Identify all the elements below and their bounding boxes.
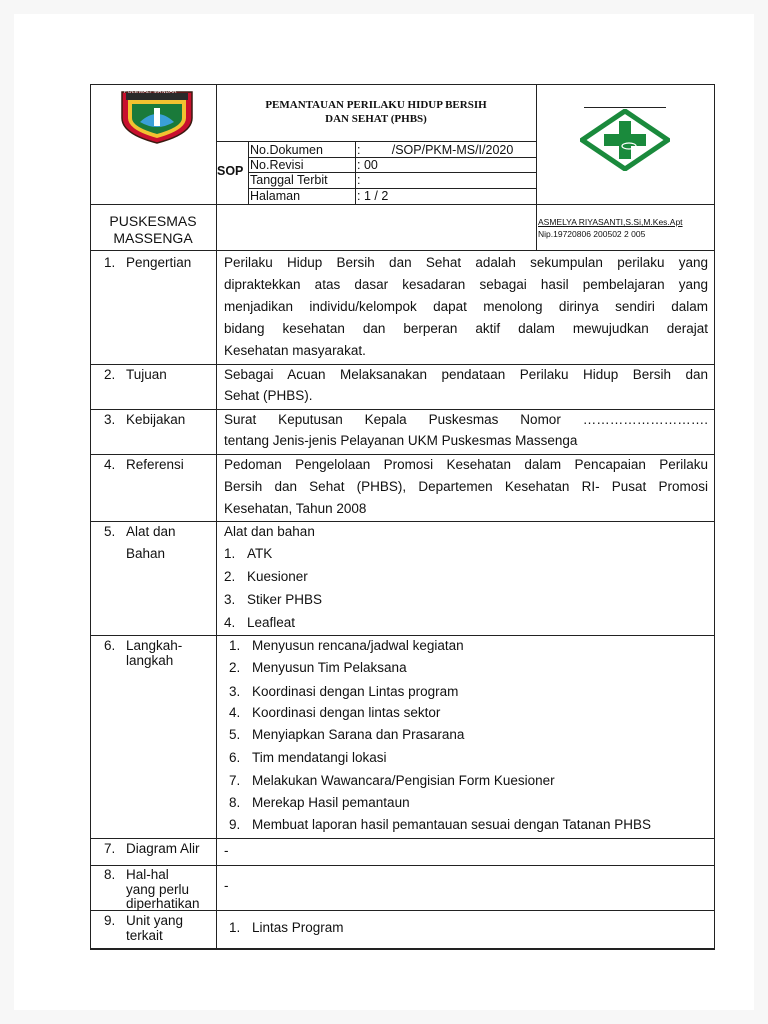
alat-intro: Alat dan bahan (224, 524, 315, 539)
puskesmas-name-line2: MASSENGA (113, 230, 193, 246)
row-label-unit-2: terkait (126, 928, 163, 943)
pengertian-text-line: Perilaku Hidup Bersih dan Sehat adalah sekumpulan perilaku yang (224, 255, 708, 270)
diagram-alir-value: - (224, 843, 229, 858)
row-divider-1 (90, 250, 715, 251)
field-value-halaman: : 1 / 2 (357, 189, 389, 203)
list-number: 4. (229, 705, 241, 720)
row-number: 1. (104, 255, 116, 270)
row-number: 9. (104, 913, 116, 928)
row-label-diagram-alir: Diagram Alir (126, 841, 200, 856)
list-item: Lintas Program (252, 920, 344, 935)
document-title-line1: PEMANTAUAN PERILAKU HIDUP BERSIH (265, 99, 487, 111)
list-number: 1. (229, 920, 241, 935)
row-number: 3. (104, 412, 116, 427)
pengertian-text-line: menjadikan individu/kelompok dapat menolong dirinya sendiri dalam (224, 299, 708, 314)
field-value-no-revisi: : 00 (357, 158, 378, 172)
header-divider (90, 204, 715, 205)
sop-table (90, 84, 715, 950)
halhal-value: - (224, 878, 229, 893)
row-label-kebijakan: Kebijakan (126, 412, 186, 427)
list-number: 2. (224, 569, 236, 584)
row-number: 5. (104, 524, 116, 539)
row-number: 8. (104, 867, 116, 882)
row-label-bahan: Bahan (126, 546, 166, 561)
sop-label: SOP (217, 164, 244, 178)
row-label-unit: Unit yang (126, 913, 184, 928)
row-divider-2 (90, 364, 715, 365)
list-number: 1. (229, 638, 241, 653)
pengertian-text-line: Kesehatan masyarakat. (224, 343, 366, 358)
border-bottom (90, 948, 715, 950)
kebijakan-text-line: Surat Keputusan Kepala Puskesmas Nomor ………………………. (224, 412, 708, 427)
regency-seal-icon (118, 88, 196, 144)
referensi-text-line: Kesehatan, Tahun 2008 (224, 501, 367, 516)
list-item: Menyusun Tim Pelaksana (252, 660, 407, 675)
list-number: 6. (229, 750, 241, 765)
row-divider-5 (90, 521, 715, 522)
field-label-tanggal-terbit: Tanggal Terbit (250, 173, 328, 187)
row-divider-3 (90, 409, 715, 410)
field-value-no-dokumen: : /SOP/PKM-MS/I/2020 (357, 143, 514, 157)
title-divider (216, 141, 536, 142)
list-item: Koordinasi dengan lintas sektor (252, 705, 441, 720)
puskesmas-name-line1: PUSKESMAS (109, 213, 197, 229)
row-label-langkah-2: langkah (126, 653, 174, 668)
border-right (714, 84, 715, 950)
signature-line (584, 107, 666, 108)
row-divider-4 (90, 454, 715, 455)
kebijakan-text-line: tentang Jenis-jenis Pelayanan UKM Puskesmas Massenga (224, 433, 578, 448)
tujuan-text-line: Sebagai Acuan Melaksanakan pendataan Perilaku Hidup Bersih dan (224, 367, 708, 382)
list-number: 3. (229, 684, 241, 699)
list-item: ATK (247, 546, 273, 561)
row-label-langkah: Langkah- (126, 638, 183, 653)
column-divider (216, 84, 217, 950)
row-number: 4. (104, 457, 116, 472)
row-number: 6. (104, 638, 116, 653)
field-label-no-revisi: No.Revisi (250, 158, 304, 172)
list-number: 1. (224, 546, 236, 561)
field-label-halaman: Halaman (250, 189, 301, 203)
row-label-referensi: Referensi (126, 457, 184, 472)
puskesmas-logo-icon (580, 109, 670, 171)
pengertian-text-line: bidang kesehatan dan berperan aktif dalam mewujudkan derajat (224, 321, 708, 336)
row-divider-7 (90, 838, 715, 839)
row-label-alat: Alat dan (126, 524, 176, 539)
list-item: Tim mendatangi lokasi (252, 750, 387, 765)
referensi-text-line: Pedoman Pengelolaan Promosi Kesehatan dalam Pencapaian Perilaku (224, 457, 708, 472)
list-number: 5. (229, 727, 241, 742)
row-label-halhal: Hal-hal (126, 867, 169, 882)
row-divider-6 (90, 635, 715, 636)
field-label-no-dokumen: No.Dokumen (250, 143, 323, 157)
row-label-halhal-2: yang perlu (126, 882, 190, 897)
list-number: 2. (229, 660, 241, 675)
list-item: Melakukan Wawancara/Pengisian Form Kuesioner (252, 773, 555, 788)
tujuan-text-line: Sehat (PHBS). (224, 388, 313, 403)
list-item: Membuat laporan hasil pemantauan sesuai dengan Tatanan PHBS (252, 817, 652, 832)
list-item: Koordinasi dengan Lintas program (252, 684, 459, 699)
list-number: 9. (229, 817, 241, 832)
signer-nip: Nip.19720806 200502 2 005 (538, 229, 646, 239)
pengertian-text-line: dipraktekkan atas dasar kesadaran sebagai hasil pembelajaran yang (224, 277, 708, 292)
referensi-text-line: Bersih dan Sehat (PHBS), Departemen Kesehatan RI- Pusat Promosi (224, 479, 708, 494)
list-item: Kuesioner (247, 569, 308, 584)
row-label-tujuan: Tujuan (126, 367, 167, 382)
seal-label: POLEWALI MANDAR (124, 89, 177, 95)
list-item: Menyusun rencana/jadwal kegiatan (252, 638, 464, 653)
border-top (90, 84, 715, 85)
row-label-halhal-3: diperhatikan (126, 896, 200, 911)
field-value-tanggal-terbit: : (357, 173, 361, 187)
list-number: 7. (229, 773, 241, 788)
row-number: 7. (104, 841, 116, 856)
row-number: 2. (104, 367, 116, 382)
list-number: 3. (224, 592, 236, 607)
list-number: 8. (229, 795, 241, 810)
signer-name: ASMELYA RIYASANTI,S.Si,M.Kes.Apt (538, 217, 683, 227)
header-divider-right (536, 84, 537, 250)
row-label-pengertian: Pengertian (126, 255, 192, 270)
document-title-line2: DAN SEHAT (PHBS) (325, 113, 427, 125)
list-item: Merekap Hasil pemantaun (252, 795, 410, 810)
list-item: Leafleat (247, 615, 296, 630)
list-item: Menyiapkan Sarana dan Prasarana (252, 727, 465, 742)
list-number: 4. (224, 615, 236, 630)
row-divider-8 (90, 865, 715, 866)
list-item: Stiker PHBS (247, 592, 323, 607)
